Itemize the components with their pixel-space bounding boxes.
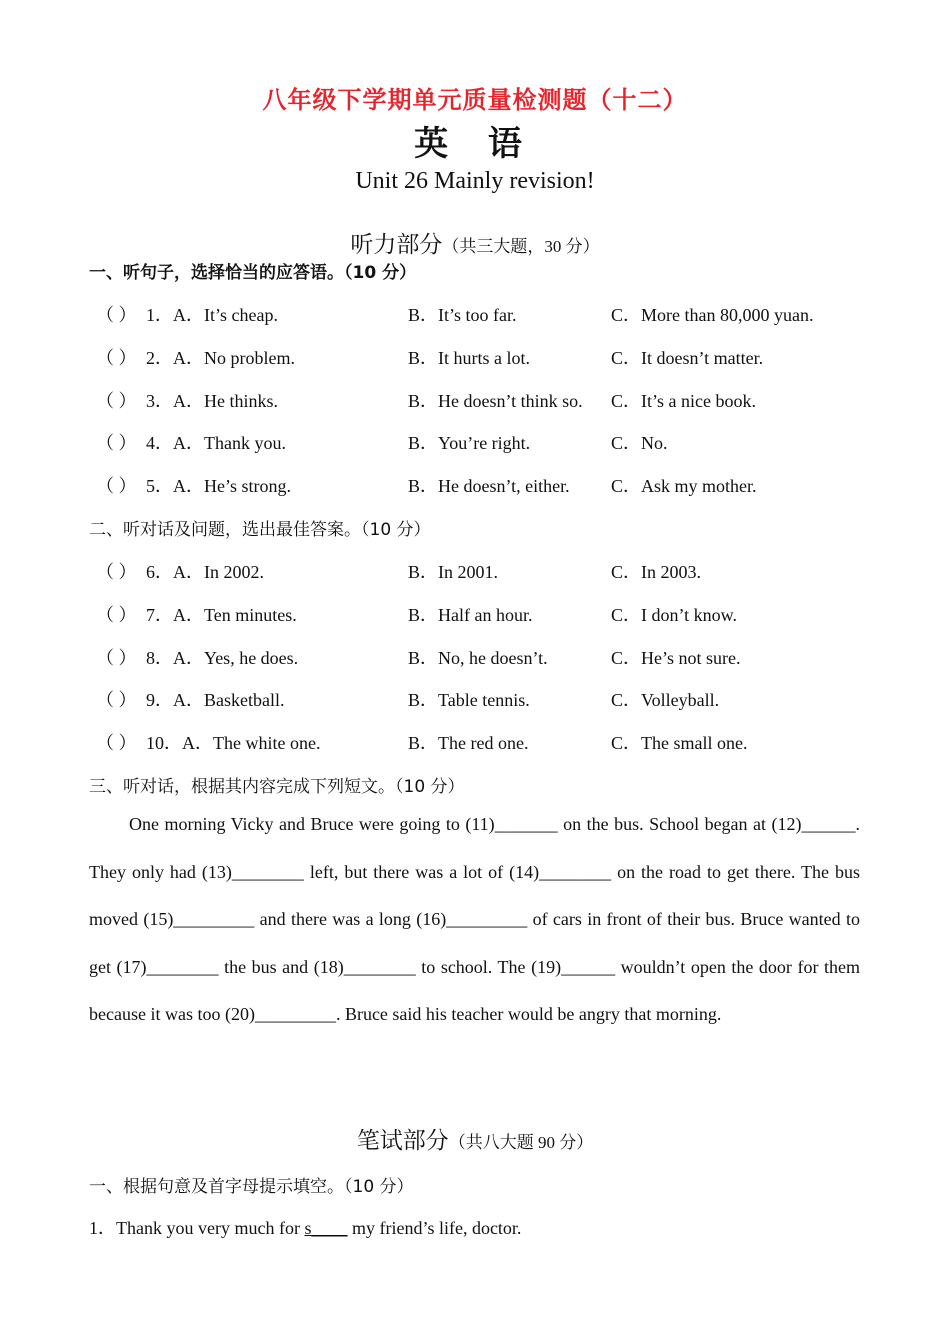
part2-heading: 二、听对话及问题，选出最佳答案。（10 分） xyxy=(89,520,431,540)
option-a: 3．A．He thinks. xyxy=(146,390,278,411)
question-row xyxy=(0,301,950,329)
writing-section-title xyxy=(0,1122,950,1155)
answer-paren: （ ） xyxy=(96,476,137,497)
writing-part1-heading: 一、根据句意及首字母提示填空。（10 分） xyxy=(89,1177,414,1197)
question-row xyxy=(0,472,950,500)
option-c: C．In 2003. xyxy=(611,562,701,582)
option-a: 4．A．Thank you. xyxy=(146,433,286,454)
question-row xyxy=(0,558,950,586)
question-row xyxy=(0,429,950,457)
question-row xyxy=(0,344,950,372)
writing-title: 笔试部分 xyxy=(356,1128,449,1154)
q1-suffix: my friend’s life, doctor. xyxy=(347,1218,522,1238)
answer-paren: （ ） xyxy=(96,733,137,754)
q1-blank: s____ xyxy=(304,1218,348,1238)
answer-paren: （ ） xyxy=(96,647,137,668)
option-c: C．The small one. xyxy=(611,733,748,754)
option-b: B．Table tennis. xyxy=(408,690,530,711)
answer-paren: （ ） xyxy=(96,690,137,711)
part1-heading: 一、听句子，选择恰当的应答语。（10 分） xyxy=(89,263,417,283)
unit-title: Unit 26 Mainly revision! xyxy=(355,168,595,194)
question-row xyxy=(0,644,950,672)
option-c: C．I don’t know. xyxy=(611,604,737,625)
exam-title: 八年级下学期单元质量检测题（十二） xyxy=(262,86,688,114)
option-c: C．Volleyball. xyxy=(611,690,720,711)
option-a: 6．A．In 2002. xyxy=(146,562,264,582)
option-c: C．No. xyxy=(611,433,668,454)
question-row xyxy=(0,387,950,415)
option-a: 10．A．The white one. xyxy=(146,733,321,754)
option-c: C．He’s not sure. xyxy=(611,647,741,668)
option-a: 5．A．He’s strong. xyxy=(146,476,291,497)
option-b: B．The red one. xyxy=(408,733,529,754)
answer-paren: （ ） xyxy=(96,562,137,582)
listening-title: 听力部分 xyxy=(350,232,443,258)
option-a: 2．A．No problem. xyxy=(146,347,295,368)
option-c: C．Ask my mother. xyxy=(611,476,757,497)
option-b: B．It hurts a lot. xyxy=(408,347,530,368)
question-row xyxy=(0,686,950,714)
option-a: 1．A．It’s cheap. xyxy=(146,305,278,325)
writing-note: （共八大题 90 分） xyxy=(448,1133,594,1152)
question-row xyxy=(0,601,950,629)
answer-paren: （ ） xyxy=(96,604,137,625)
part3-heading: 三、听对话，根据其内容完成下列短文。（10 分） xyxy=(89,777,465,797)
option-b: B．In 2001. xyxy=(408,562,498,582)
option-a: 9．A．Basketball. xyxy=(146,690,285,711)
option-c: C．It doesn’t matter. xyxy=(611,347,764,368)
option-a: 8．A．Yes, he does. xyxy=(146,647,299,668)
option-b: B．You’re right. xyxy=(408,433,531,454)
listening-note: （共三大题，30 分） xyxy=(442,237,600,256)
answer-paren: （ ） xyxy=(96,390,137,411)
option-b: B．He doesn’t think so. xyxy=(408,390,583,411)
subject-title: 英 语 xyxy=(414,124,536,164)
answer-paren: （ ） xyxy=(96,347,137,368)
writing-question-1 xyxy=(89,1214,521,1240)
option-b: B．He doesn’t, either. xyxy=(408,476,570,497)
question-row xyxy=(0,729,950,757)
q1-prefix: 1．Thank you very much for xyxy=(89,1218,305,1238)
option-b: B．No, he doesn’t. xyxy=(408,647,548,668)
answer-paren: （ ） xyxy=(96,305,137,325)
option-b: B．Half an hour. xyxy=(408,604,533,625)
option-b: B．It’s too far. xyxy=(408,305,517,325)
answer-paren: （ ） xyxy=(96,433,137,454)
option-c: C．It’s a nice book. xyxy=(611,390,756,411)
listening-section-title xyxy=(0,226,950,259)
option-a: 7．A．Ten minutes. xyxy=(146,604,297,625)
passage: One morning Vicky and Bruce were going to (11)_______ on the bus. School began at (12)______. They only had (13)________ left, but there was a lot of (14)________ on the road to get there. The bus moved (15)_________ and there was a long (16)_________ of cars in front of their bus. Bruce wanted to get (17)________ the bus and (18)________ to school. The (19)______ wouldn’t open the door for them because it was too (20)_________. Bruce said his teacher would be angry that morning. xyxy=(89,814,860,1024)
option-c: C．More than 80,000 yuan. xyxy=(611,305,814,325)
